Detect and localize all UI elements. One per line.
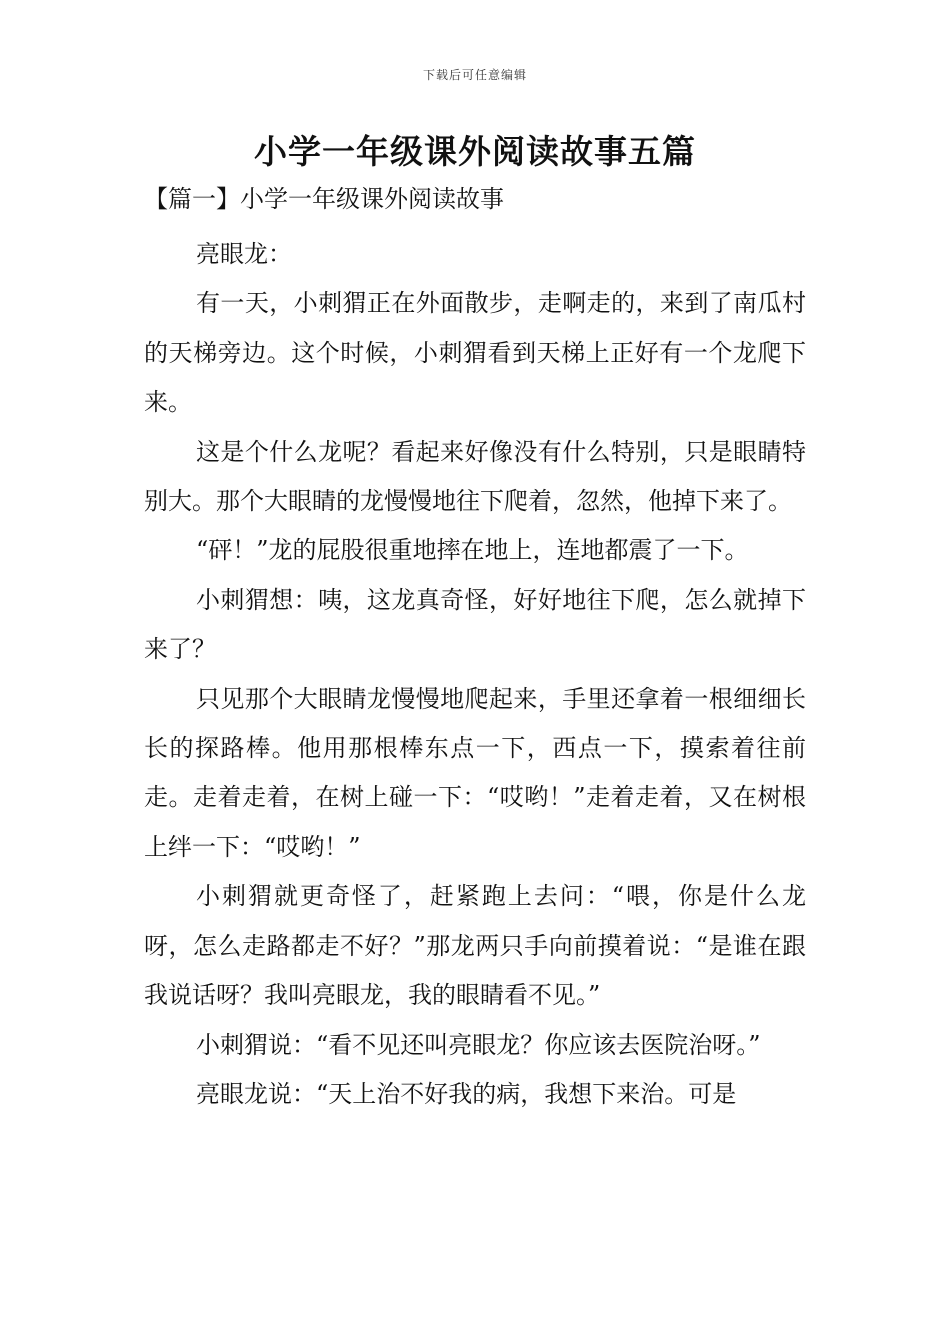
paragraph: 亮眼龙说：“天上治不好我的病，我想下来治。可是 bbox=[196, 1079, 737, 1108]
paragraph: 小刺猬想：咦，这龙真奇怪，好好地往下爬，怎么就掉下来了？ bbox=[144, 585, 806, 664]
paragraph: “砰！”龙的屁股很重地摔在地上，连地都震了一下。 bbox=[196, 536, 749, 565]
paragraph-story-title: 亮眼龙： bbox=[196, 240, 292, 268]
document-title: 小学一年级课外阅读故事五篇 bbox=[254, 132, 696, 171]
paragraph: 小刺猬就更奇怪了，赶紧跑上去问：“喂，你是什么龙呀，怎么走路都走不好？”那龙两只手向前摸着说：“是谁在跟我说话呀？我叫亮眼龙，我的眼睛看不见。” bbox=[144, 882, 806, 1010]
section-heading: 【篇一】小学一年级课外阅读故事 bbox=[144, 185, 504, 213]
paragraph: 这是个什么龙呢？看起来好像没有什么特别，只是眼睛特别大。那个大眼睛的龙慢慢地往下爬着，忽然，他掉下来了。 bbox=[144, 437, 806, 516]
paragraph: 小刺猬说：“看不见还叫亮眼龙？你应该去医院治呀。” bbox=[196, 1030, 761, 1059]
header-note: 下载后可任意编辑 bbox=[422, 68, 527, 82]
story-body bbox=[144, 230, 806, 1119]
paragraph: 有一天，小刺猬正在外面散步，走啊走的，来到了南瓜村的天梯旁边。这个时候，小刺猬看到天梯上正好有一个龙爬下来。 bbox=[144, 289, 806, 417]
paragraph: 只见那个大眼睛龙慢慢地爬起来，手里还拿着一根细细长长的探路棒。他用那根棒东点一下，西点一下，摸索着往前走。走着走着，在树上碰一下：“哎哟！”走着走着，又在树根上绊一下：“哎哟！” bbox=[144, 684, 806, 861]
